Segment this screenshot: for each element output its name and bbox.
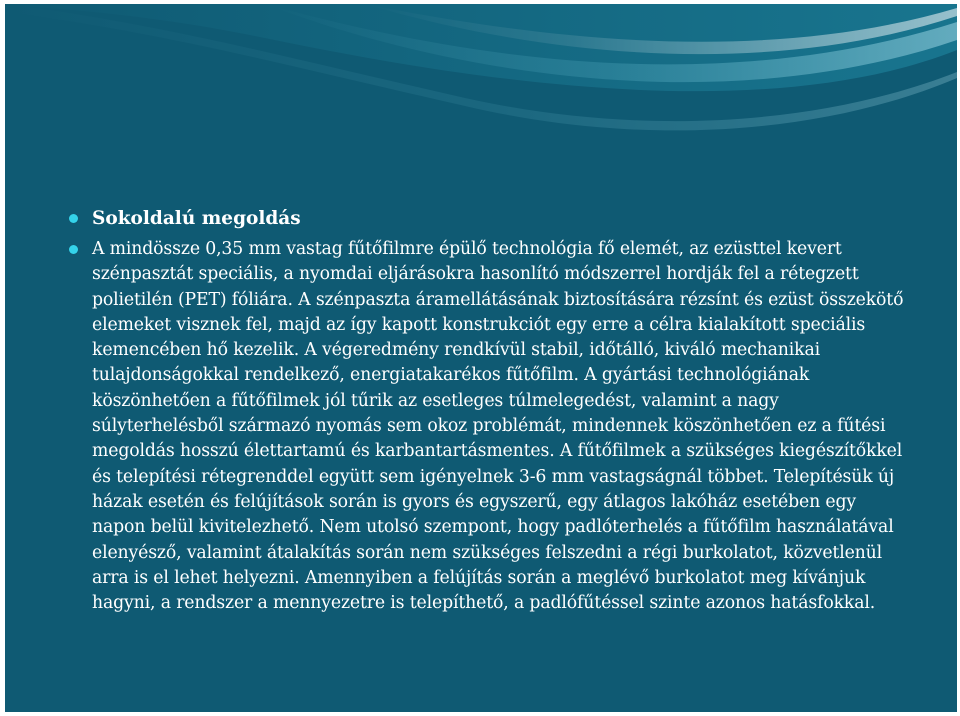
slide-heading: Sokoldalú megoldás: [92, 208, 301, 229]
bullet-icon: [69, 214, 78, 223]
slide: [5, 4, 957, 712]
heading-bullet: [69, 205, 909, 233]
slide-content: [69, 205, 909, 616]
paragraph-bullet: [69, 237, 909, 616]
slide-paragraph: A mindössze 0,35 mm vastag fűtőfilmre épülő technológia fő elemét, az ezüsttel kevert szénpasztát speciális, a nyomdai eljárásokra hasonlító módszerrel hordják fel a rétegzett polietilén (PET) fóliára. A szénpaszta áramellátásának biztosítására rézsínt és ezüst összekötő elemeket visznek fel, majd az így kapott konstrukciót egy erre a célra kialakított speciális kemencében hő kezelik. A végeredmény rendkívül stabil, időtálló, kiváló mechanikai tulajdonságokkal rendelkező, energiatakarékos fűtőfilm. A gyártási technológiának köszönhetően a fűtőfilmek jól tűrik az esetleges túlmelegedést, valamint a nagy súlyterhelésből származó nyomás sem okoz problémát, mindennek köszönhetően ez a fűtési megoldás hosszú élettartamú és karbantartásmentes. A fűtőfilmek a szükséges kiegészítőkkel és telepítési rétegrenddel együtt sem igényelnek 3-6 mm vastagságnál többet. Telepítésük új házak esetén és felújítások során is gyors és egyszerű, egy átlagos lakóház esetében egy napon belül kivitelezhető. Nem utolsó szempont, hogy padlóterhelés a fűtőfilm használatával elenyésző, valamint átalakítás során nem szükséges felszedni a régi burkolatot, közvetlenül arra is el lehet helyezni. Amennyiben a felújítás során a meglévő burkolatot meg kívánjuk hagyni, a rendszer a mennyezetre is telepíthető, a padlófűtéssel szinte azonos hatásfokkal.: [92, 239, 904, 614]
top-swoosh-decoration: [5, 4, 957, 194]
bullet-icon: [69, 245, 78, 254]
